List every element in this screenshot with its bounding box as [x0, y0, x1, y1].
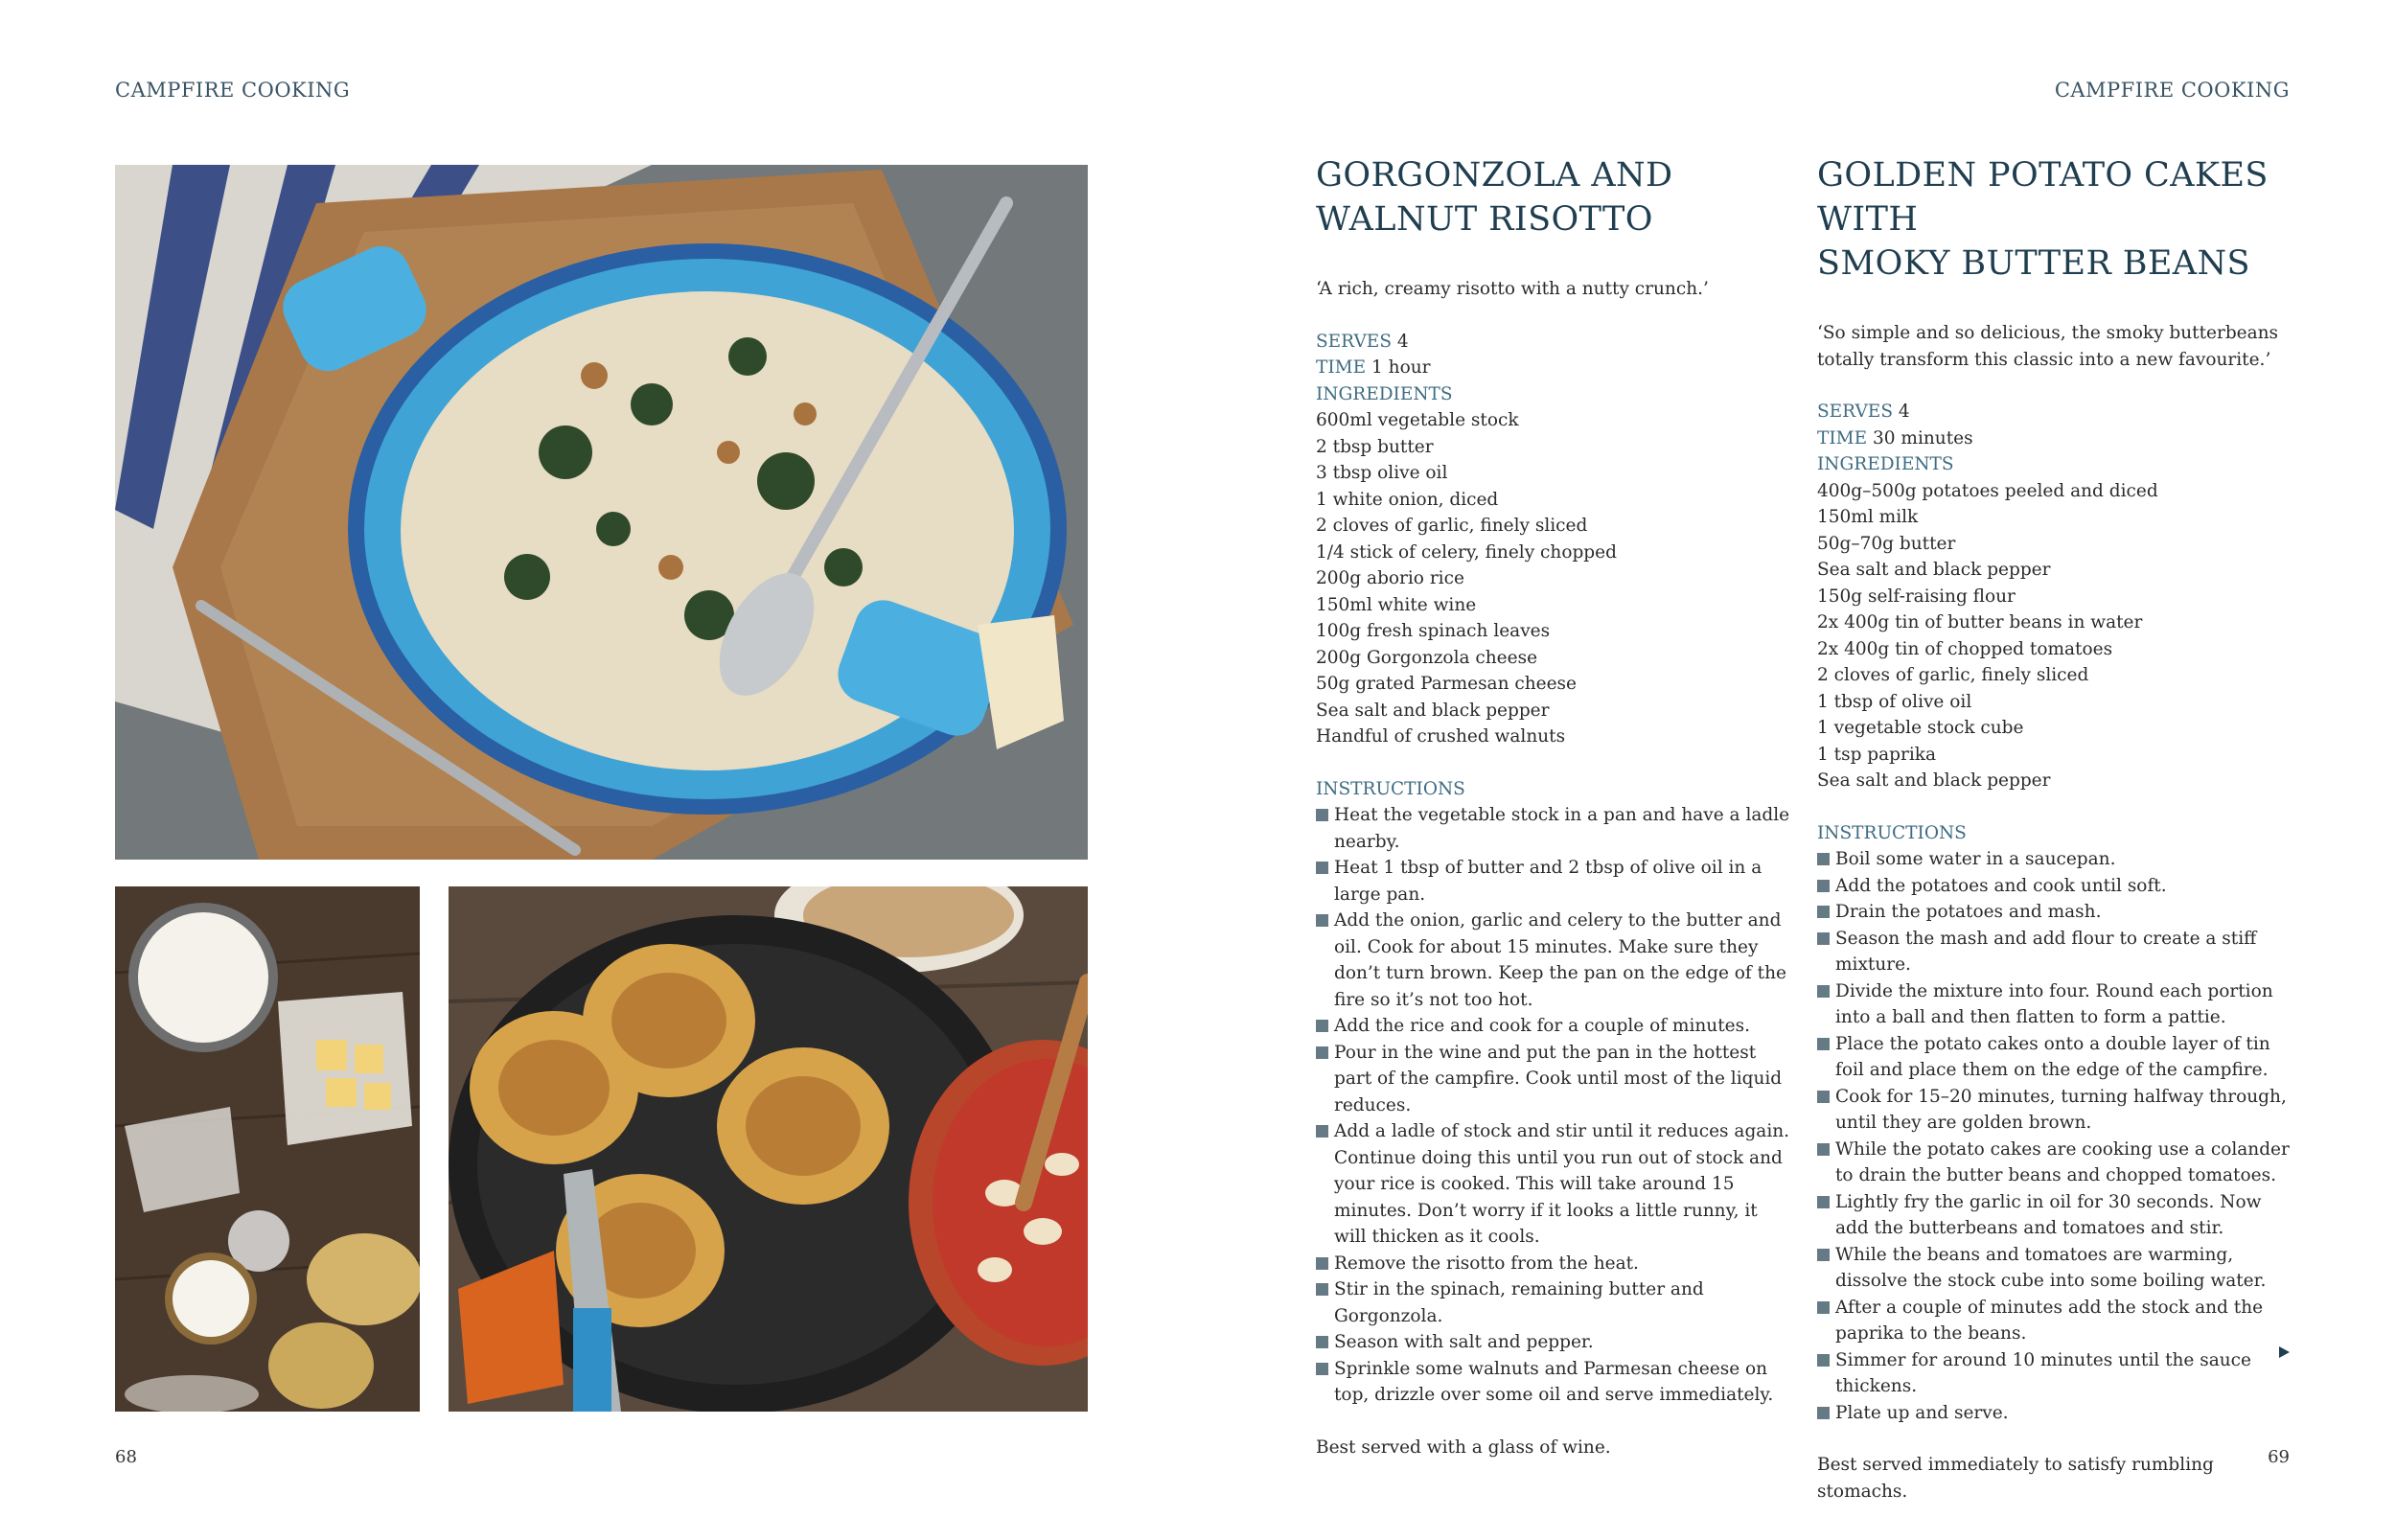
instruction-step — [1817, 926, 2300, 978]
ingredient-item: 200g aborio rice — [1316, 568, 1464, 588]
instruction-step — [1817, 899, 2300, 926]
instructions-label: INSTRUCTIONS — [1316, 778, 1465, 799]
recipe-gorgonzola-risotto — [1316, 153, 1795, 1479]
square-bullet-icon — [1817, 985, 1830, 998]
running-head-left: CAMPFIRE COOKING — [115, 79, 351, 102]
square-bullet-icon — [1316, 1020, 1328, 1032]
ingredient-item: 150g self-raising flour — [1817, 586, 2016, 607]
risotto-photo — [115, 165, 1088, 860]
recipe-intro: ‘So simple and so delicious, the smoky butterbeans totally transform this classic into a new favourite.’ — [1817, 323, 2279, 370]
square-bullet-icon — [1817, 1301, 1830, 1314]
ingredients-label: INGREDIENTS — [1817, 454, 1954, 474]
time-value: 30 minutes — [1873, 427, 1973, 448]
serves-label: SERVES — [1817, 402, 1893, 422]
ingredient-item: 150ml milk — [1817, 507, 1919, 527]
instruction-step — [1316, 1276, 1795, 1329]
square-bullet-icon — [1817, 1038, 1830, 1050]
step-text: Season with salt and pepper. — [1334, 1332, 1594, 1352]
ingredient-item: 1 tbsp of olive oil — [1817, 691, 1972, 712]
instruction-step — [1817, 1189, 2300, 1242]
recipe-title-line1: GORGONZOLA AND — [1316, 156, 1673, 195]
ingredient-item: 2x 400g tin of butter beans in water — [1817, 612, 2143, 632]
recipe-title — [1316, 153, 1795, 241]
instruction-step — [1316, 1251, 1795, 1277]
ingredient-item: Handful of crushed walnuts — [1316, 726, 1566, 747]
ingredient-item: Sea salt and black pepper — [1817, 770, 2051, 791]
square-bullet-icon — [1817, 1249, 1830, 1261]
step-text: While the potato cakes are cooking use a colander to drain the butter beans and chopped tomatoes. — [1835, 1138, 2290, 1185]
step-text: Place the potato cakes onto a double layer of tin foil and place them on the edge of the campfire. — [1835, 1033, 2270, 1080]
square-bullet-icon — [1316, 1257, 1328, 1270]
ingredient-item: 2 cloves of garlic, finely sliced — [1316, 516, 1588, 536]
step-text: Sprinkle some walnuts and Parmesan cheese on top, drizzle over some oil and serve immediately. — [1334, 1358, 1774, 1405]
step-text: Stir in the spinach, remaining butter and Gorgonzola. — [1334, 1279, 1704, 1326]
square-bullet-icon — [1817, 1407, 1830, 1419]
time-label: TIME — [1817, 427, 1868, 448]
ingredients-list — [1316, 407, 1795, 750]
recipe-title-line2: SMOKY BUTTER BEANS — [1817, 244, 2250, 283]
square-bullet-icon — [1817, 1196, 1830, 1208]
square-bullet-icon — [1817, 932, 1830, 945]
instructions-block — [1817, 820, 2300, 1427]
recipe-title — [1817, 153, 2300, 286]
instruction-step — [1817, 1242, 2300, 1295]
step-text: Heat the vegetable stock in a pan and have a ladle nearby. — [1334, 805, 1790, 852]
instruction-step — [1316, 802, 1795, 855]
square-bullet-icon — [1817, 1091, 1830, 1103]
instruction-step — [1817, 1347, 2300, 1400]
square-bullet-icon — [1316, 1125, 1328, 1138]
square-bullet-icon — [1316, 809, 1328, 821]
time-value: 1 hour — [1371, 357, 1431, 378]
instructions-list — [1316, 802, 1795, 1409]
ingredient-item: 50g–70g butter — [1817, 533, 1956, 554]
step-text: Add the potatoes and cook until soft. — [1835, 875, 2167, 896]
square-bullet-icon — [1817, 906, 1830, 918]
instruction-step — [1817, 1031, 2300, 1084]
ingredient-item: 600ml vegetable stock — [1316, 410, 1519, 430]
next-page-arrow-icon — [2279, 1346, 2290, 1358]
instruction-step — [1316, 1013, 1795, 1040]
ingredient-item: 150ml white wine — [1316, 594, 1477, 615]
instruction-step — [1817, 846, 2300, 873]
serving-note: Best served with a glass of wine. — [1316, 1437, 1611, 1458]
step-text: Drain the potatoes and mash. — [1835, 902, 2102, 922]
square-bullet-icon — [1316, 1336, 1328, 1348]
square-bullet-icon — [1817, 1143, 1830, 1156]
serves-line — [1817, 399, 2300, 425]
square-bullet-icon — [1817, 880, 1830, 892]
instruction-step — [1817, 1084, 2300, 1137]
square-bullet-icon — [1316, 914, 1328, 927]
square-bullet-icon — [1316, 1046, 1328, 1059]
ingredient-item: 50g grated Parmesan cheese — [1316, 674, 1577, 694]
square-bullet-icon — [1316, 1363, 1328, 1375]
potato-cakes-photo — [449, 886, 1088, 1412]
instruction-step — [1316, 855, 1795, 908]
serves-value: 4 — [1396, 331, 1409, 352]
page-number-right: 69 — [2268, 1447, 2290, 1467]
instruction-step — [1817, 978, 2300, 1031]
step-text: Remove the risotto from the heat. — [1334, 1253, 1639, 1274]
ingredients-label: INGREDIENTS — [1316, 383, 1453, 404]
instruction-step — [1316, 1329, 1795, 1356]
instruction-step — [1817, 1137, 2300, 1189]
instructions-block — [1316, 776, 1795, 1409]
step-text: Simmer for around 10 minutes until the sauce thickens. — [1835, 1349, 2251, 1396]
step-text: Pour in the wine and put the pan in the hottest part of the campfire. Cook until most of the liquid reduces. — [1334, 1042, 1783, 1115]
ingredients-photo — [115, 886, 420, 1412]
square-bullet-icon — [1316, 862, 1328, 874]
ingredients-list — [1817, 478, 2300, 794]
step-text: Add the rice and cook for a couple of minutes. — [1334, 1016, 1750, 1036]
serves-value: 4 — [1898, 402, 1910, 422]
instruction-step — [1817, 1295, 2300, 1347]
ingredient-item: 1 vegetable stock cube — [1817, 718, 2024, 738]
ingredient-item: 2 cloves of garlic, finely sliced — [1817, 665, 2089, 685]
ingredient-item: 1 tsp paprika — [1817, 744, 1937, 765]
step-text: Boil some water in a saucepan. — [1835, 849, 2116, 869]
ingredient-item: 1 white onion, diced — [1316, 489, 1499, 510]
recipe-intro: ‘A rich, creamy risotto with a nutty crunch.’ — [1316, 279, 1709, 299]
instruction-step — [1817, 873, 2300, 900]
step-text: Divide the mixture into four. Round each portion into a ball and then flatten to form a pattie. — [1835, 980, 2273, 1027]
instruction-step — [1316, 1040, 1795, 1119]
ingredient-item: Sea salt and black pepper — [1316, 700, 1550, 721]
step-text: Add the onion, garlic and celery to the butter and oil. Cook for about 15 minutes. Make sure they don’t turn brown. Keep the pan on the edge of the fire so it’s not too hot. — [1334, 910, 1786, 1010]
step-text: While the beans and tomatoes are warming, dissolve the stock cube into some boiling water. — [1835, 1244, 2267, 1291]
serves-line — [1316, 329, 1795, 356]
ingredient-item: 200g Gorgonzola cheese — [1316, 647, 1538, 668]
ingredient-item: 1/4 stick of celery, finely chopped — [1316, 541, 1617, 563]
step-text: After a couple of minutes add the stock and the paprika to the beans. — [1835, 1297, 2264, 1344]
page-number-left: 68 — [115, 1447, 137, 1467]
running-head-right: CAMPFIRE COOKING — [2054, 79, 2290, 102]
step-text: Cook for 15–20 minutes, turning halfway through, until they are golden brown. — [1835, 1086, 2287, 1133]
ingredient-item: Sea salt and black pepper — [1817, 560, 2051, 580]
recipe-title-line2: WALNUT RISOTTO — [1316, 200, 1653, 239]
serves-label: SERVES — [1316, 331, 1392, 352]
serving-note: Best served immediately to satisfy rumbling stomachs. — [1817, 1455, 2214, 1502]
instructions-label: INSTRUCTIONS — [1817, 822, 1967, 843]
ingredient-item: 2x 400g tin of chopped tomatoes — [1817, 638, 2113, 659]
instructions-list — [1817, 846, 2300, 1426]
square-bullet-icon — [1817, 853, 1830, 865]
ingredient-item: 2 tbsp butter — [1316, 436, 1434, 457]
square-bullet-icon — [1817, 1354, 1830, 1367]
instruction-step — [1316, 1118, 1795, 1251]
step-text: Lightly fry the garlic in oil for 30 seconds. Now add the butterbeans and tomatoes and stir. — [1835, 1191, 2262, 1238]
time-line — [1817, 425, 2300, 452]
square-bullet-icon — [1316, 1283, 1328, 1296]
step-text: Heat 1 tbsp of butter and 2 tbsp of olive oil in a large pan. — [1334, 858, 1762, 905]
instruction-step — [1316, 908, 1795, 1013]
step-text: Season the mash and add flour to create a stiff mixture. — [1835, 928, 2257, 975]
ingredient-item: 3 tbsp olive oil — [1316, 463, 1448, 483]
time-label: TIME — [1316, 357, 1367, 378]
time-line — [1316, 355, 1795, 381]
recipe-title-line1: GOLDEN POTATO CAKES WITH — [1817, 156, 2269, 239]
recipe-golden-potato-cakes — [1817, 153, 2300, 1523]
step-text: Plate up and serve. — [1835, 1402, 2009, 1423]
instruction-step — [1316, 1356, 1795, 1409]
ingredient-item: 400g–500g potatoes peeled and diced — [1817, 480, 2158, 501]
instruction-step — [1817, 1400, 2300, 1427]
step-text: Add a ladle of stock and stir until it reduces again. Continue doing this until you run out of stock and your rice is cooked. This will take around 15 minutes. Don’t worry if it looks a little runny, it will thicken as it cools. — [1334, 1121, 1790, 1247]
ingredient-item: 100g fresh spinach leaves — [1316, 621, 1551, 641]
